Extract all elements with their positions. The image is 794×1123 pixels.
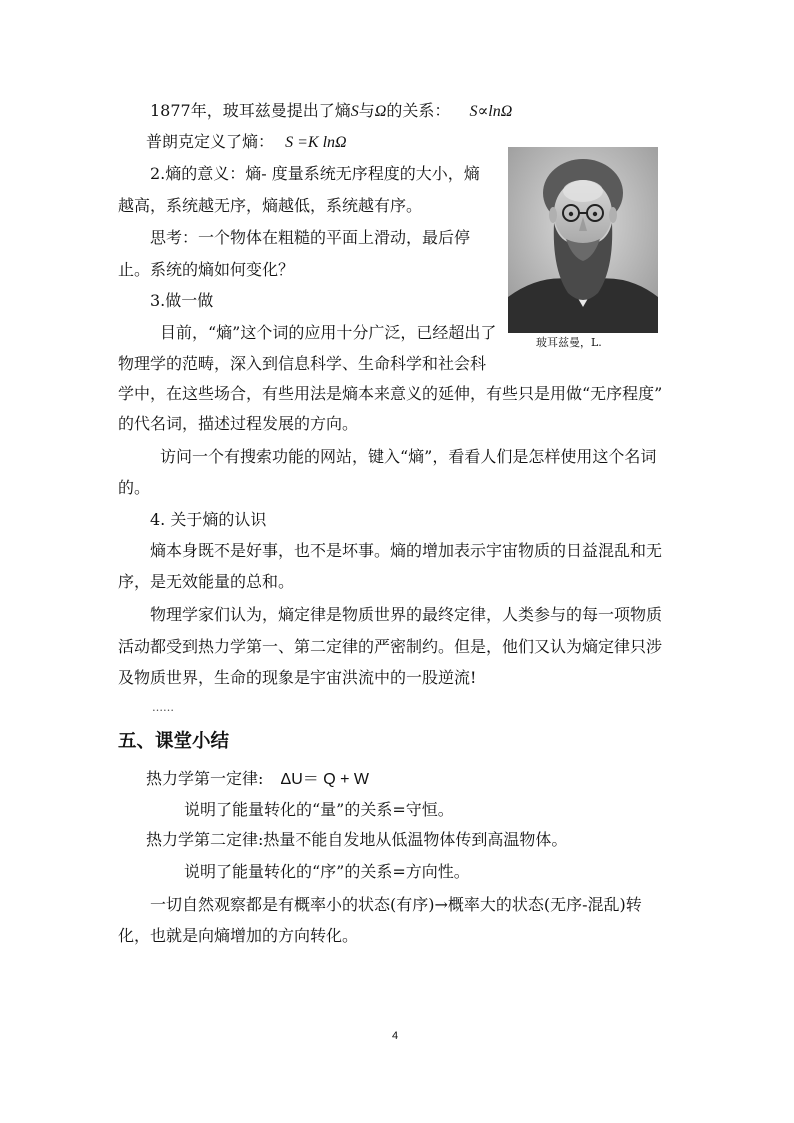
- ellipsis: ……: [152, 701, 174, 714]
- first-law-label: 热力学第一定律:: [146, 769, 264, 788]
- text-fragment: 与: [358, 101, 375, 120]
- portrait-caption: 玻耳兹曼，L.: [536, 336, 602, 349]
- first-law-formula: ΔU＝ Q + W: [280, 771, 369, 788]
- section-title: 4. 关于熵的认识: [150, 510, 267, 529]
- paragraph-line: 化，也就是向熵增加的方向转化。: [118, 926, 359, 945]
- paragraph-line: 活动都受到热力学第一、第二定律的严密制约。但是，他们又认为熵定律只涉: [118, 637, 663, 656]
- boltzmann-relation-line: [150, 101, 512, 122]
- summary-heading: 五、课堂小结: [118, 731, 230, 752]
- planck-definition-line: [146, 132, 347, 153]
- paragraph-line: 序，是无效能量的总和。: [118, 572, 295, 591]
- paragraph-line: 说明了能量转化的“序”的关系=方向性。: [184, 862, 470, 881]
- page-number: 4: [392, 1030, 399, 1042]
- paragraph-line: 及物质世界，生命的现象是宇宙洪流中的一股逆流!: [118, 668, 477, 687]
- symbol-omega: Ω: [374, 103, 387, 120]
- paragraph-line: 访问一个有搜索功能的网站，键入“熵”，看看人们是怎样使用这个名词: [160, 447, 657, 466]
- paragraph-line: 思考：一个物体在粗糙的平面上滑动，最后停: [150, 228, 471, 247]
- paragraph-line: 目前，“熵”这个词的应用十分广泛，已经超出了: [160, 323, 497, 342]
- text-fragment: 的关系：: [386, 101, 451, 120]
- proportional-formula: S∝lnΩ: [469, 103, 513, 120]
- paragraph-line: 熵本身既不是好事，也不是坏事。熵的增加表示宇宙物质的日益混乱和无: [150, 541, 663, 560]
- first-law-line: [146, 769, 369, 790]
- section-title: 3.做一做: [150, 291, 214, 310]
- text-fragment: 1877年，玻耳兹曼提出了熵: [150, 101, 351, 120]
- paragraph-line: 一切自然观察都是有概率小的状态(有序)→概率大的状态(无序-混乱)转: [150, 895, 642, 914]
- paragraph-line: 说明了能量转化的“量”的关系=守恒。: [184, 800, 454, 819]
- paragraph-line: 的。: [118, 478, 151, 497]
- paragraph-line: 学中，在这些场合，有些用法是熵本来意义的延伸，有些只是用做“无序程度”: [118, 384, 663, 403]
- boltzmann-portrait-icon: [508, 147, 658, 333]
- text-fragment: 普朗克定义了熵：: [146, 132, 275, 151]
- paragraph-line: 越高，系统越无序，熵越低，系统越有序。: [118, 196, 423, 215]
- paragraph-line: 的代名词，描述过程发展的方向。: [118, 414, 359, 433]
- paragraph-line: 物理学家们认为，熵定律是物质世界的最终定律，人类参与的每一项物质: [150, 605, 663, 624]
- entropy-formula: S =K lnΩ: [285, 134, 347, 151]
- paragraph-line: 2.熵的意义：熵- 度量系统无序程度的大小，熵: [150, 164, 480, 183]
- symbol-s: S: [350, 103, 359, 120]
- paragraph-line: 止。系统的熵如何变化？: [118, 260, 295, 279]
- second-law-line: 热力学第二定律:热量不能自发地从低温物体传到高温物体。: [146, 830, 568, 849]
- paragraph-line: 物理学的范畴，深入到信息科学、生命科学和社会科: [118, 354, 487, 373]
